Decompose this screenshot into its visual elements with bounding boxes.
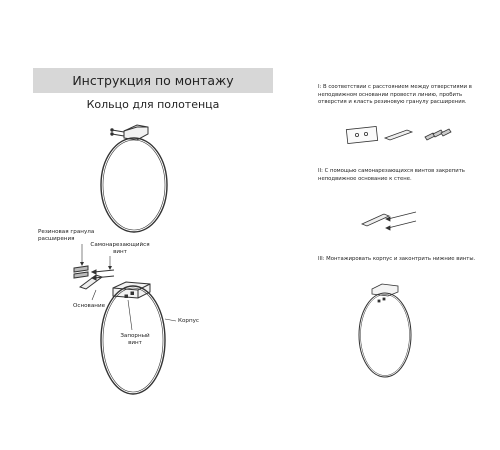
self-tapping-screw-label: Самонарезающийся винт [90,242,150,255]
step-2-text: II: С помощью самонарезающихся винтов закрепить неподвижное основание к стене. [318,168,465,182]
step-3-text: III: Монтажировать корпус и законтрить нижние винты. [318,256,476,262]
step2-illustration [362,212,416,230]
towel-ring-illustration [101,125,167,232]
step3-illustration [359,284,411,377]
step1-illustration [346,126,451,143]
rubber-plug-shape [74,266,88,278]
step-1-text: I: В соответствии с расстоянием между отверстиями в неподвижном основании провести линию, пробить отверстия и класть резиновую гранулу расширения. [318,84,472,105]
rubber-plug-label: Резиновая гранула расширения [38,229,95,242]
body-label: Корпус [178,318,199,324]
base-label: Основание [73,303,106,309]
lock-screw-label: Запорный винт [120,333,150,346]
exploded-view-illustration [74,244,176,394]
page-title: Инструкция по монтажу [72,73,234,88]
page-subtitle: Кольцо для полотенца [86,98,220,111]
